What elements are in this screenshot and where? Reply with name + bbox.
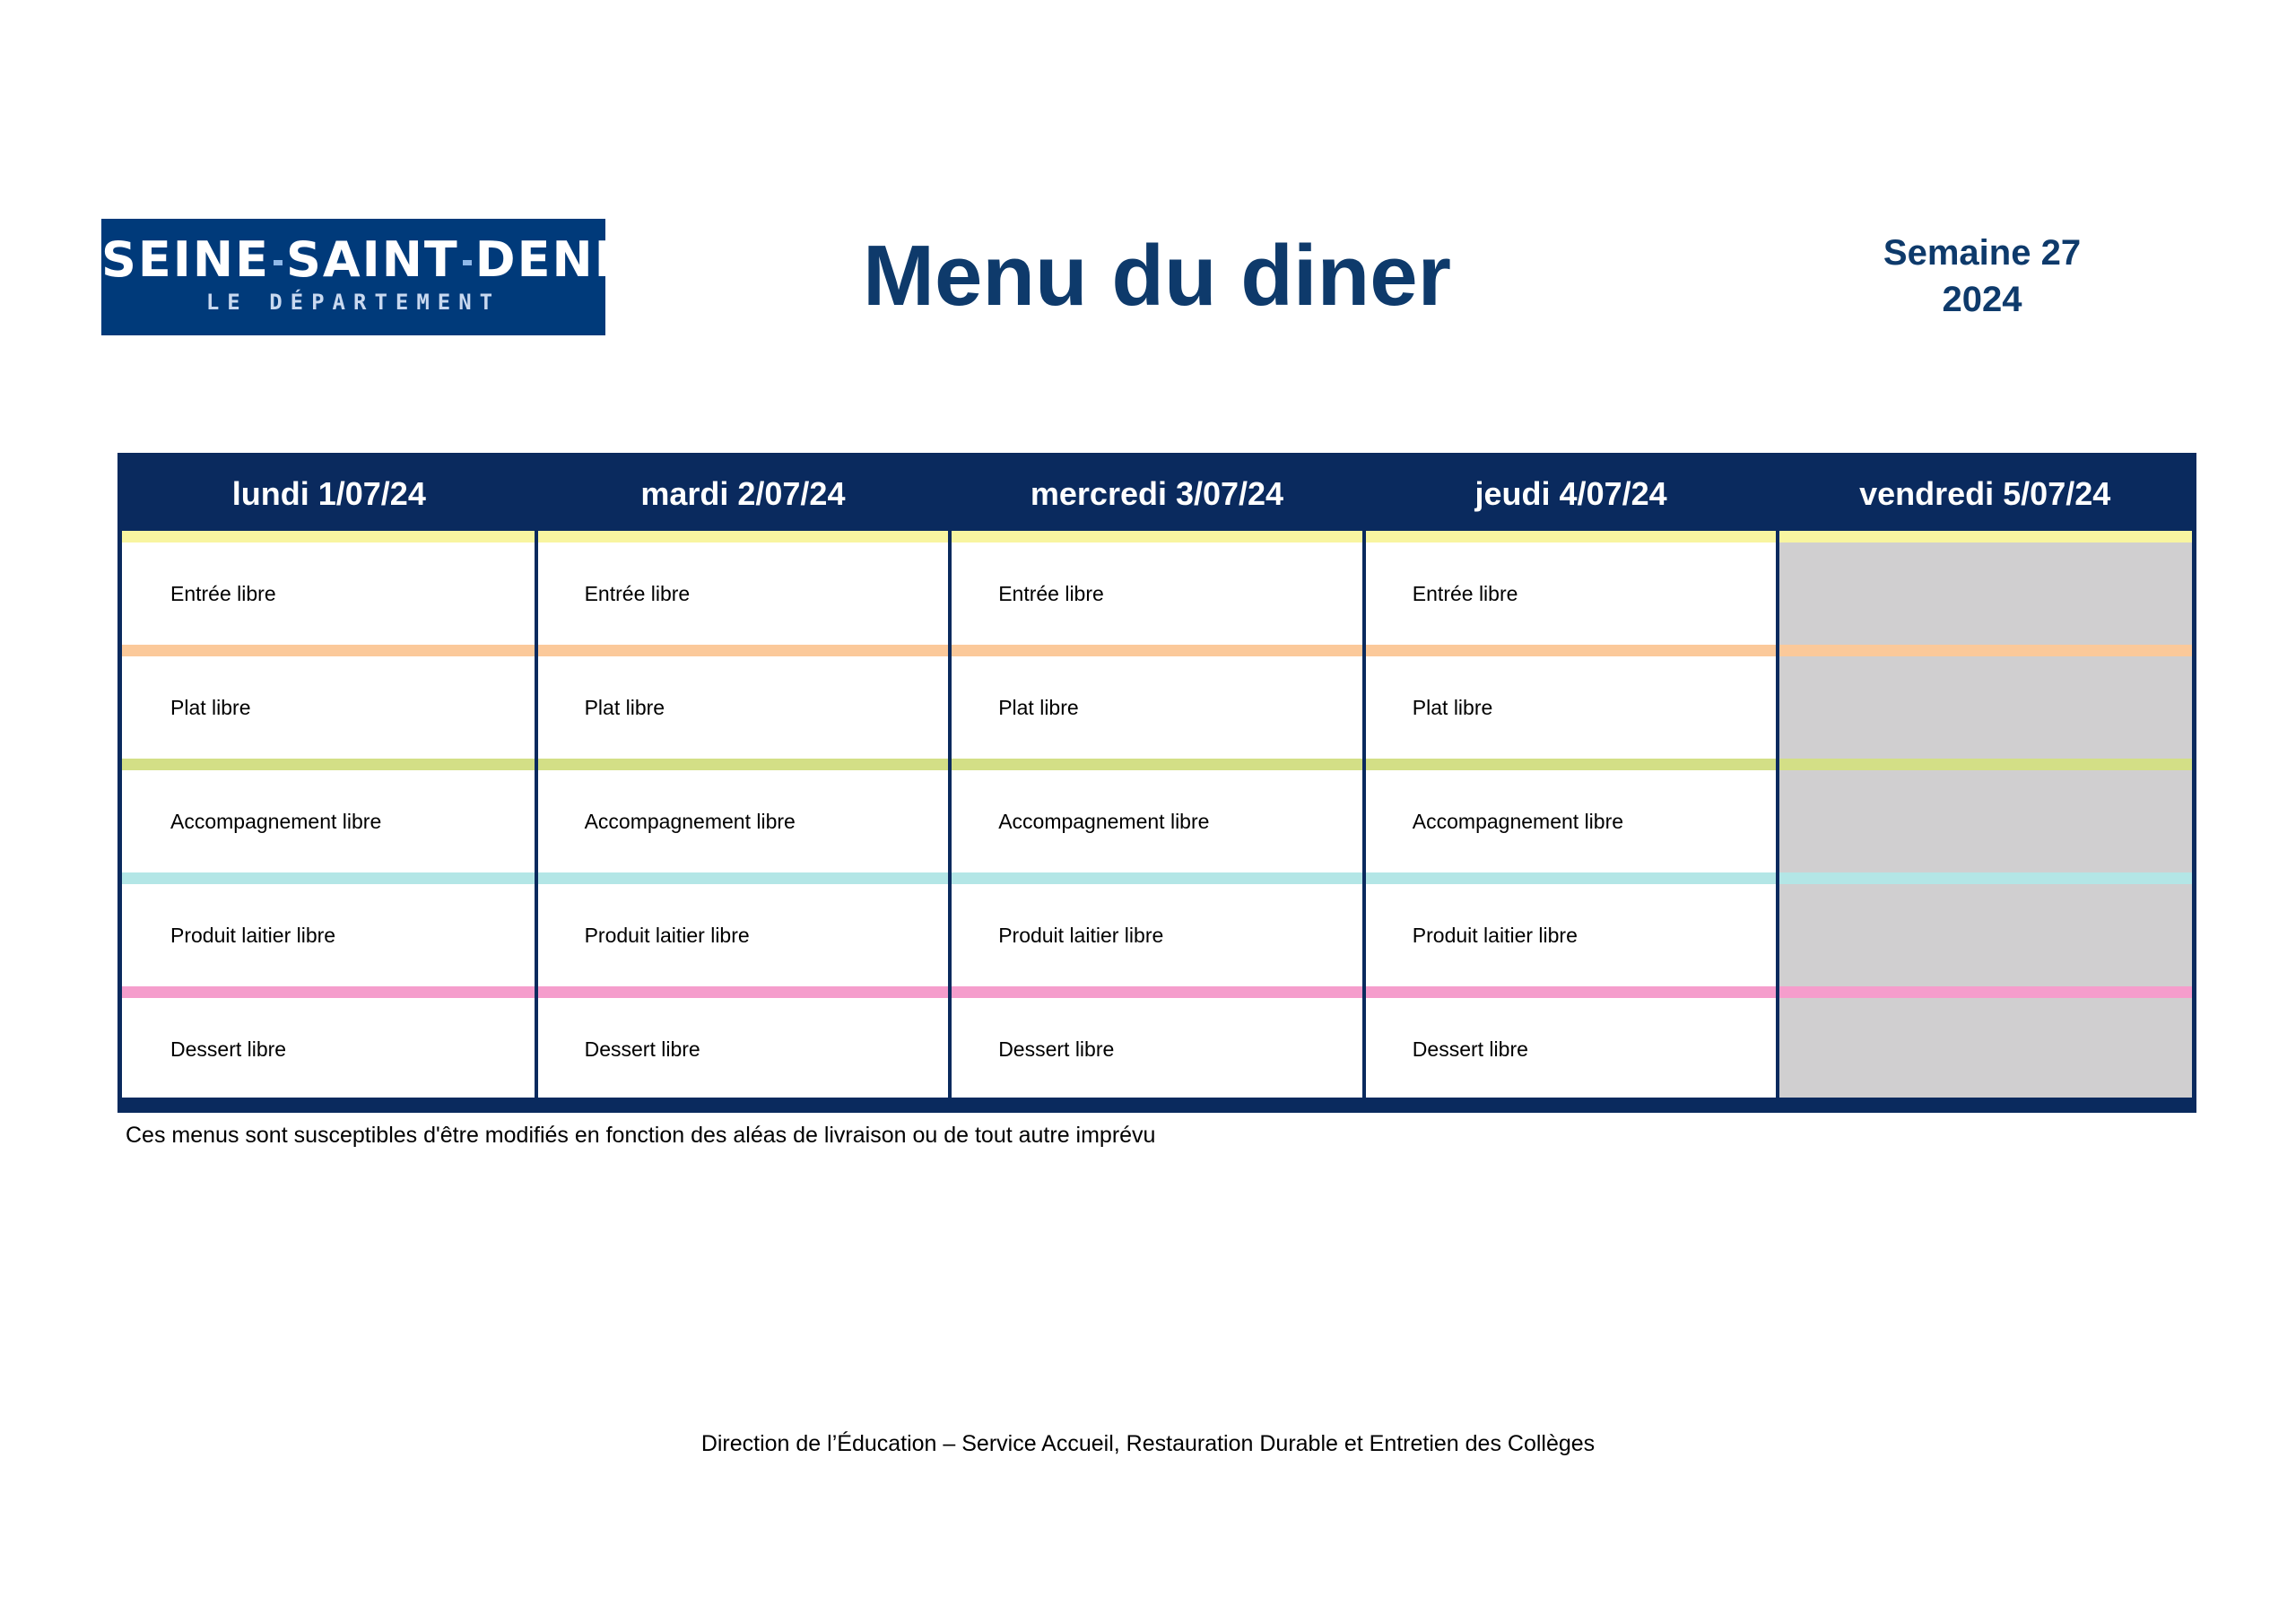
footer-text: Direction de l’Éducation – Service Accueil, Restauration Durable et Entretien des Collèges	[700, 1431, 1596, 1456]
column-divider	[1776, 457, 1779, 1108]
table-bottom-band	[122, 1098, 2192, 1108]
logo-subtitle: LE DÉPARTEMENT	[205, 290, 501, 315]
seine-saint-denis-logo	[101, 219, 651, 335]
menu-item: Produit laitier libre	[1412, 924, 1578, 947]
course-separator-stripe	[122, 645, 2192, 656]
menu-item: Entrée libre	[170, 582, 276, 605]
logo-separator	[463, 260, 472, 265]
column-divider	[948, 457, 952, 1108]
column-divider	[1362, 457, 1366, 1108]
course-separator-stripe	[122, 986, 2192, 998]
menu-item: Accompagnement libre	[1412, 810, 1624, 833]
course-separator-stripe	[122, 531, 2192, 542]
day-header: lundi 1/07/24	[231, 475, 426, 512]
table-header-row	[122, 457, 2192, 531]
day-header: mardi 2/07/24	[640, 475, 846, 512]
menu-item: Dessert libre	[1412, 1037, 1528, 1061]
menu-item: Produit laitier libre	[584, 924, 750, 947]
column-divider	[535, 457, 538, 1108]
logo-wordmark	[101, 231, 651, 288]
menu-item: Accompagnement libre	[998, 810, 1210, 833]
day-header: vendredi 5/07/24	[1859, 475, 2111, 512]
menu-item: Dessert libre	[998, 1037, 1115, 1061]
menu-item: Plat libre	[1412, 696, 1493, 719]
closed-day-cell	[1778, 531, 2192, 1100]
week-year: 2024	[1942, 280, 2022, 319]
menu-item: Produit laitier libre	[170, 924, 336, 947]
menu-item: Accompagnement libre	[170, 810, 382, 833]
menu-item: Entrée libre	[998, 582, 1104, 605]
menu-item: Plat libre	[170, 696, 251, 719]
day-header: jeudi 4/07/24	[1474, 475, 1667, 512]
week-number: Semaine 27	[1883, 233, 2082, 273]
menu-item: Accompagnement libre	[584, 810, 796, 833]
menu-item: Entrée libre	[1412, 582, 1518, 605]
disclaimer-note: Ces menus sont susceptibles d'être modifiés en fonction des aléas de livraison ou de tout autre imprévu	[126, 1123, 1156, 1148]
page-title: Menu du diner	[863, 228, 1451, 324]
menu-table	[117, 453, 2196, 1113]
menu-item: Plat libre	[998, 696, 1079, 719]
logo-word-denis: DENIS	[474, 231, 651, 288]
course-separator-stripe	[122, 872, 2192, 884]
menu-item: Entrée libre	[584, 582, 691, 605]
week-label	[1794, 230, 2170, 323]
menu-item: Produit laitier libre	[998, 924, 1164, 947]
course-separator-stripe	[122, 759, 2192, 770]
menu-item: Dessert libre	[584, 1037, 700, 1061]
day-header: mercredi 3/07/24	[1030, 475, 1284, 512]
menu-item: Dessert libre	[170, 1037, 287, 1061]
logo-word-saint: SAINT	[285, 231, 459, 288]
logo-word-seine: SEINE	[101, 231, 270, 288]
menu-item: Plat libre	[584, 696, 665, 719]
logo-separator	[274, 260, 283, 265]
